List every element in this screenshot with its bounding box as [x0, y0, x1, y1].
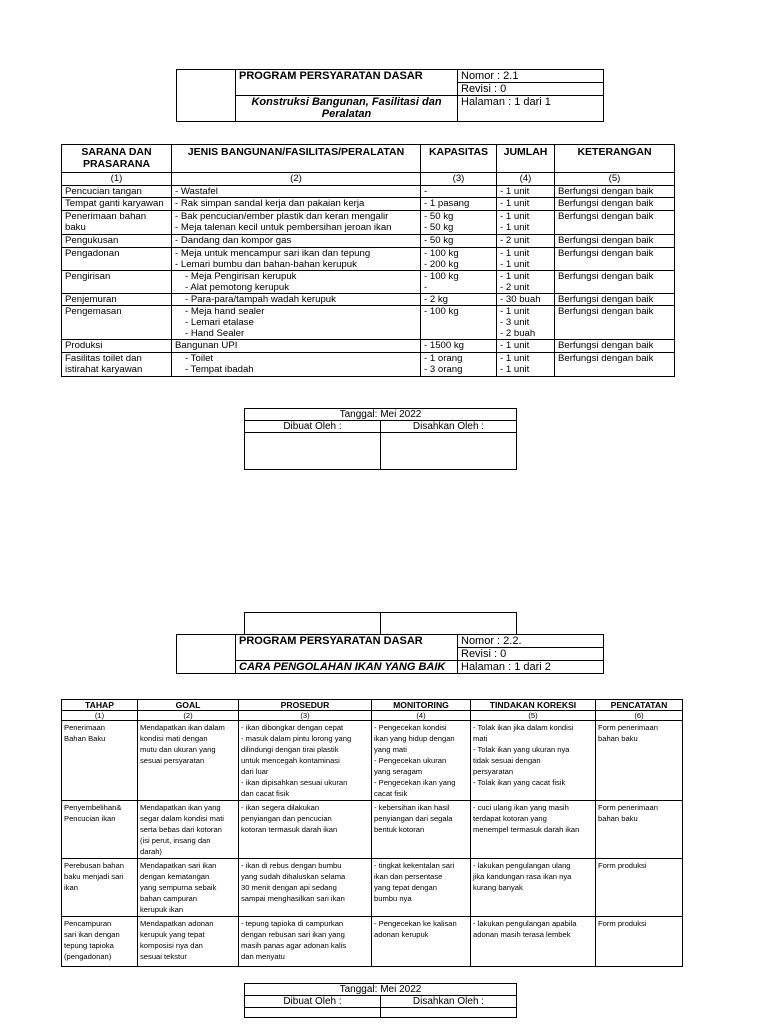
- table-header-row: [62, 700, 683, 711]
- cell-jenis: [172, 247, 421, 270]
- doc-title: PROGRAM PERSYARATAN DASAR: [236, 70, 458, 96]
- cell-jumlah-line: - 1 unit: [500, 210, 530, 222]
- cell-kapasitas-line: -: [424, 185, 428, 197]
- col-header-goal: GOAL: [138, 700, 239, 711]
- doc2-header: [176, 634, 604, 674]
- col-header-tahap: TAHAP: [62, 700, 138, 711]
- facilities-table: [61, 144, 675, 377]
- cell-monitoring-line: yang seragam: [374, 767, 423, 777]
- cell-goal-line: serta bebas dari kotoran: [140, 825, 222, 835]
- cell-pencatatan-line: bahan baku: [598, 734, 638, 744]
- cell-prosedur: [239, 917, 372, 967]
- cell-jenis-line: - Rak simpan sandal kerja dan pakaian kerja: [175, 198, 365, 210]
- col-header-jumlah: JUMLAH: [497, 145, 555, 173]
- cell-keterangan: Berfungsi dengan baik: [555, 293, 675, 306]
- cell-jenis-line: - Para-para/tampah wadah kerupuk: [185, 293, 336, 305]
- doc-page: Halaman : 1 dari 2: [458, 661, 604, 674]
- cell-goal-line: dengan kematangan: [140, 872, 210, 882]
- cell-koreksi-line: - cuci ulang ikan yang masih: [473, 803, 569, 813]
- table-row: [62, 801, 683, 859]
- cell-monitoring: [372, 721, 471, 801]
- cell-tahap-line: sari ikan dengan: [64, 930, 120, 940]
- table-row: [62, 234, 675, 247]
- cell-jenis: [172, 352, 421, 376]
- empty-cell: [245, 613, 381, 635]
- cell-keterangan: Berfungsi dengan baik: [555, 340, 675, 353]
- cell-jumlah-line: - 1 unit: [500, 306, 530, 318]
- cell-kapasitas: [421, 210, 497, 234]
- cell-prosedur: [239, 721, 372, 801]
- doc-number: Nomor : 2.2.: [458, 635, 604, 648]
- cell-tahap-line: Penerimaan: [64, 723, 105, 733]
- col-number: (3): [239, 711, 372, 721]
- cell-tahap: [62, 721, 138, 801]
- cell-jenis-line: - Bak pencucian/ember plastik dan keran mengalir: [175, 210, 389, 222]
- cell-koreksi-line: terdapat kotoran yang: [473, 814, 547, 824]
- col-number: (3): [421, 173, 497, 186]
- cell-goal: [138, 859, 239, 917]
- cell-jenis-line: - Meja talenan kecil untuk pembersihan jeroan ikan: [175, 221, 392, 233]
- cell-koreksi-line: - Tolak ikan jika dalam kondisi: [473, 723, 574, 733]
- cell-prosedur: [239, 801, 372, 859]
- cell-kapasitas: [421, 185, 497, 198]
- cell-goal-line: Mendapatkan sari ikan: [140, 861, 217, 871]
- cell-jumlah: [497, 185, 555, 198]
- cell-monitoring-line: - tingkat kekentalan sari: [374, 861, 455, 871]
- cell-goal: [138, 721, 239, 801]
- cell-jenis-line: - Hand Sealer: [185, 328, 245, 340]
- cell-jumlah-line: - 30 buah: [500, 293, 541, 305]
- cell-kapasitas-line: -: [424, 281, 428, 293]
- cell-monitoring: [372, 801, 471, 859]
- empty-box: [244, 612, 517, 635]
- cell-keterangan: Berfungsi dengan baik: [555, 210, 675, 234]
- cell-jumlah-line: - 1 unit: [500, 270, 530, 282]
- cell-jenis-line: - Lemari etalase: [185, 317, 254, 329]
- col-number: (6): [596, 711, 683, 721]
- table-header-row: [62, 145, 675, 173]
- cell-kapasitas-line: - 100 kg: [424, 306, 459, 318]
- empty-cell: [381, 613, 517, 635]
- cell-goal-line: darah): [140, 847, 162, 857]
- table-row: [62, 247, 675, 270]
- sign-created-by: Dibuat Oleh :: [245, 421, 381, 433]
- col-number: (1): [62, 173, 172, 186]
- cell-prosedur-line: penyiangan dan pencucian: [241, 814, 332, 824]
- cell-jumlah-line: - 1 unit: [500, 198, 530, 210]
- cell-prosedur-line: untuk mencegah kontaminasi: [241, 756, 340, 766]
- cell-kapasitas: [421, 340, 497, 353]
- doc-page: Halaman : 1 dari 1: [458, 96, 604, 122]
- cell-goal: [138, 917, 239, 967]
- cell-kapasitas: [421, 270, 497, 293]
- cell-jumlah-line: - 2 buah: [500, 328, 536, 340]
- cell-prosedur-line: kotoran termasuk darah ikan: [241, 825, 338, 835]
- cell-keterangan: Berfungsi dengan baik: [555, 185, 675, 198]
- cell-prosedur-line: masih panas agar adonan kalis: [241, 941, 347, 951]
- cell-goal-line: komposisi nya dan: [140, 941, 203, 951]
- cell-jenis-line: - Meja untuk mencampur sari ikan dan tepung: [175, 247, 371, 259]
- cell-jenis-line: - Meja Pengirisan kerupuk: [185, 270, 297, 282]
- cell-kapasitas: [421, 293, 497, 306]
- table-row: [62, 859, 683, 917]
- cell-goal-line: kerupuk yang tepat: [140, 930, 205, 940]
- cell-jumlah-line: - 2 unit: [500, 281, 530, 293]
- cell-monitoring-line: ikan dan persentase: [374, 872, 443, 882]
- cell-goal-line: Mendapatkan adonan: [140, 919, 214, 929]
- cell-koreksi: [471, 917, 596, 967]
- cell-kapasitas-line: - 50 kg: [424, 210, 454, 222]
- cell-kapasitas-line: - 1 orang: [424, 352, 463, 364]
- cell-goal: [138, 801, 239, 859]
- cell-jumlah: [497, 198, 555, 211]
- cell-goal-line: Mendapatkan ikan yang: [140, 803, 221, 813]
- table-row: [62, 306, 675, 340]
- cell-kapasitas-line: - 3 orang: [424, 363, 463, 375]
- cell-koreksi: [471, 859, 596, 917]
- cell-monitoring-line: ikan yang hidup dengan: [374, 734, 455, 744]
- cell-tahap-line: (pengadonan): [64, 952, 112, 962]
- cell-jumlah-line: - 1 unit: [500, 247, 530, 259]
- cell-pencatatan-line: Form produksi: [598, 919, 647, 929]
- cell-jenis-line: - Alat pemotong kerupuk: [185, 281, 289, 293]
- cell-sarana: Penjemuran: [62, 293, 172, 306]
- cell-prosedur-line: - masuk dalam pintu lorong yang: [241, 734, 352, 744]
- cell-jenis: [172, 340, 421, 353]
- cell-koreksi: [471, 801, 596, 859]
- cell-jumlah: [497, 247, 555, 270]
- cell-jumlah: [497, 306, 555, 340]
- cell-tahap-line: Penyembelihan&: [64, 803, 122, 813]
- cell-monitoring-line: adonan kerupuk: [374, 930, 429, 940]
- cell-prosedur-line: - ikan di rebus dengan bumbu: [241, 861, 342, 871]
- cell-jumlah-line: - 3 unit: [500, 317, 530, 329]
- cell-tahap-line: Pencucian ikan: [64, 814, 116, 824]
- cell-sarana: Pencucian tangan: [62, 185, 172, 198]
- cell-goal-line: Mendapatkan ikan dalam: [140, 723, 225, 733]
- cell-jumlah-line: - 1 unit: [500, 221, 530, 233]
- cell-sarana: Fasilitas toilet dan istirahat karyawan: [62, 352, 172, 376]
- table-row: [62, 293, 675, 306]
- cell-koreksi-line: adonan masih terasa lembek: [473, 930, 571, 940]
- cell-jenis-line: Bangunan UPI: [175, 340, 238, 352]
- process-table-body: [62, 721, 683, 967]
- cell-sarana: Penerimaan bahan baku: [62, 210, 172, 234]
- cell-pencatatan-line: bahan baku: [598, 814, 638, 824]
- cell-koreksi-line: mati: [473, 734, 488, 744]
- cell-monitoring: [372, 859, 471, 917]
- logo-box: [177, 635, 236, 674]
- cell-jenis: [172, 270, 421, 293]
- table-row: [62, 198, 675, 211]
- cell-keterangan: Berfungsi dengan baik: [555, 352, 675, 376]
- cell-monitoring-line: bumbu nya: [374, 894, 412, 904]
- sign-approved-space: [381, 433, 517, 470]
- cell-tahap-line: Perebusan bahan: [64, 861, 124, 871]
- cell-goal-line: (isi perut, insang dan: [140, 836, 211, 846]
- col-header-prosedur: PROSEDUR: [239, 700, 372, 711]
- doc-number: Nomor : 2.1: [458, 70, 604, 83]
- cell-kapasitas-line: - 200 kg: [424, 258, 459, 270]
- cell-kapasitas: [421, 247, 497, 270]
- cell-jumlah-line: - 2 unit: [500, 234, 530, 246]
- cell-pencatatan-line: Form penerimaan: [598, 723, 658, 733]
- cell-tahap-line: tepung tapioka: [64, 941, 114, 951]
- cell-keterangan: Berfungsi dengan baik: [555, 270, 675, 293]
- cell-prosedur-line: dari luar: [241, 767, 269, 777]
- col-number: (1): [62, 711, 138, 721]
- cell-jumlah-line: - 1 unit: [500, 363, 530, 375]
- sign-approved-space: [381, 1008, 517, 1018]
- cell-monitoring-line: - Pengecekan kondisi: [374, 723, 447, 733]
- cell-kapasitas-line: - 100 kg: [424, 247, 459, 259]
- cell-jenis: [172, 198, 421, 211]
- col-header-jenis: JENIS BANGUNAN/FASILITAS/PERALATAN: [172, 145, 421, 173]
- col-header-kapasitas: KAPASITAS: [421, 145, 497, 173]
- cell-jenis: [172, 234, 421, 247]
- cell-pencatatan: [596, 721, 683, 801]
- cell-prosedur-line: 30 menit dengan api sedang: [241, 883, 337, 893]
- cell-keterangan: Berfungsi dengan baik: [555, 198, 675, 211]
- table-row: [62, 917, 683, 967]
- cell-monitoring-line: - Pengecekan ikan yang: [374, 778, 456, 788]
- table-row: [62, 210, 675, 234]
- cell-kapasitas: [421, 198, 497, 211]
- table-row: [62, 352, 675, 376]
- cell-pencatatan-line: Form penerimaan: [598, 803, 658, 813]
- table-row: [62, 185, 675, 198]
- cell-goal-line: sesuai tekstur: [140, 952, 187, 962]
- doc2-signature-box: [244, 983, 517, 1018]
- sign-date: Tanggal: Mei 2022: [245, 409, 517, 421]
- cell-monitoring-line: penyiangan dari segala: [374, 814, 453, 824]
- cell-jenis-line: - Tempat ibadah: [185, 363, 254, 375]
- cell-tahap: [62, 917, 138, 967]
- cell-pencatatan: [596, 801, 683, 859]
- cell-koreksi-line: jika kandungan rasa ikan nya: [473, 872, 572, 882]
- cell-goal-line: kondisi mati dengan: [140, 734, 208, 744]
- cell-jenis-line: - Dandang dan kompor gas: [175, 234, 292, 246]
- logo-box: [177, 70, 236, 122]
- cell-jumlah: [497, 270, 555, 293]
- cell-jenis: [172, 185, 421, 198]
- sign-created-space: [245, 433, 381, 470]
- cell-monitoring-line: - Pengecekan ukuran: [374, 756, 447, 766]
- cell-monitoring-line: cacat fisik: [374, 789, 408, 799]
- cell-prosedur-line: sampai menghasilkan sari ikan: [241, 894, 345, 904]
- cell-jenis-line: - Toilet: [185, 352, 214, 364]
- doc-subtitle: Konstruksi Bangunan, Fasilitasi dan Peralatan: [236, 96, 458, 122]
- cell-keterangan: Berfungsi dengan baik: [555, 306, 675, 340]
- cell-koreksi-line: persyaratan: [473, 767, 514, 777]
- cell-kapasitas: [421, 352, 497, 376]
- col-number: (2): [172, 173, 421, 186]
- cell-kapasitas: [421, 306, 497, 340]
- cell-keterangan: Berfungsi dengan baik: [555, 247, 675, 270]
- cell-jumlah: [497, 340, 555, 353]
- cell-kapasitas-line: - 1500 kg: [424, 340, 465, 352]
- col-header-keterangan: KETERANGAN: [555, 145, 675, 173]
- column-number-row: [62, 711, 683, 721]
- col-number: (4): [497, 173, 555, 186]
- doc-title: PROGRAM PERSYARATAN DASAR: [236, 635, 458, 661]
- cell-sarana: Pengukusan: [62, 234, 172, 247]
- cell-kapasitas: [421, 234, 497, 247]
- sign-approved-by: Disahkan Oleh :: [381, 421, 517, 433]
- cell-koreksi: [471, 721, 596, 801]
- cell-prosedur: [239, 859, 372, 917]
- cell-jumlah: [497, 293, 555, 306]
- cell-goal-line: mutu dan ukuran yang: [140, 745, 216, 755]
- facilities-table-body: [62, 185, 675, 376]
- cell-monitoring: [372, 917, 471, 967]
- cell-sarana: Tempat ganti karyawan: [62, 198, 172, 211]
- cell-kapasitas-line: - 1 pasang: [424, 198, 470, 210]
- doc-revision: Revisi : 0: [458, 83, 604, 96]
- cell-jenis: [172, 293, 421, 306]
- col-number: (2): [138, 711, 239, 721]
- doc-subtitle: CARA PENGOLAHAN IKAN YANG BAIK: [236, 661, 458, 674]
- cell-koreksi-line: menempel termasuk darah ikan: [473, 825, 580, 835]
- cell-pencatatan-line: Form produksi: [598, 861, 647, 871]
- cell-keterangan: Berfungsi dengan baik: [555, 234, 675, 247]
- cell-goal-line: sesuai persyaratan: [140, 756, 205, 766]
- sign-date: Tanggal: Mei 2022: [245, 984, 517, 996]
- cell-koreksi-line: - lakukan pengulangan apabila: [473, 919, 577, 929]
- col-header-monitoring: MONITORING: [372, 700, 471, 711]
- cell-prosedur-line: dan menyatu: [241, 952, 285, 962]
- cell-prosedur-line: dan cacat fisik: [241, 789, 290, 799]
- cell-jumlah-line: - 1 unit: [500, 340, 530, 352]
- cell-goal-line: yang sempurna sebaik: [140, 883, 217, 893]
- col-header-koreksi: TINDAKAN KOREKSI: [471, 700, 596, 711]
- cell-koreksi-line: - lakukan pengulangan ulang: [473, 861, 571, 871]
- cell-tahap: [62, 859, 138, 917]
- cell-goal-line: segar dalam kondisi mati: [140, 814, 224, 824]
- col-header-pencatatan: PENCATATAN: [596, 700, 683, 711]
- cell-jenis-line: - Lemari bumbu dan bahan-bahan kerupuk: [175, 258, 357, 270]
- doc1-header: [176, 69, 604, 122]
- doc-revision: Revisi : 0: [458, 648, 604, 661]
- cell-jumlah: [497, 352, 555, 376]
- process-table: [61, 699, 683, 967]
- col-number: (4): [372, 711, 471, 721]
- cell-kapasitas-line: - 50 kg: [424, 221, 454, 233]
- cell-tahap-line: Bahan Baku: [64, 734, 106, 744]
- sign-approved-by: Disahkan Oleh :: [381, 996, 517, 1008]
- cell-monitoring-line: yang tepat dengan: [374, 883, 437, 893]
- cell-pencatatan: [596, 859, 683, 917]
- cell-kapasitas-line: - 100 kg: [424, 270, 459, 282]
- cell-prosedur-line: - tepung tapioka di campurkan: [241, 919, 344, 929]
- col-number: (5): [555, 173, 675, 186]
- cell-prosedur-line: - ikan dibongkar dengan cepat: [241, 723, 344, 733]
- cell-jumlah-line: - 1 unit: [500, 185, 530, 197]
- col-header-sarana: SARANA DAN PRASARANA: [62, 145, 172, 173]
- cell-sarana: Pengirisan: [62, 270, 172, 293]
- table-row: [62, 340, 675, 353]
- cell-pencatatan: [596, 917, 683, 967]
- cell-jenis: [172, 306, 421, 340]
- cell-jenis-line: - Meja hand sealer: [185, 306, 265, 318]
- cell-monitoring-line: - Pengecekan ke kalisan: [374, 919, 457, 929]
- col-number: (5): [471, 711, 596, 721]
- cell-monitoring-line: yang mati: [374, 745, 407, 755]
- cell-monitoring-line: bentuk kotoran: [374, 825, 425, 835]
- cell-prosedur-line: yang sudah dihaluskan selama: [241, 872, 346, 882]
- cell-tahap: [62, 801, 138, 859]
- cell-sarana: Pengadonan: [62, 247, 172, 270]
- table-row: [62, 721, 683, 801]
- cell-prosedur-line: dilindungi dengan tirai plastik: [241, 745, 339, 755]
- cell-goal-line: bahan campuran: [140, 894, 197, 904]
- cell-koreksi-line: - Tolak ikan yang cacat fisik: [473, 778, 566, 788]
- cell-goal-line: kerupuk ikan: [140, 905, 184, 915]
- cell-prosedur-line: - ikan segera dilakukan: [241, 803, 320, 813]
- cell-kapasitas-line: - 50 kg: [424, 234, 454, 246]
- cell-jenis: [172, 210, 421, 234]
- cell-prosedur-line: - ikan dipisahkan sesuai ukuran: [241, 778, 348, 788]
- cell-prosedur-line: dengan rebusan sari ikan yang: [241, 930, 345, 940]
- cell-tahap-line: ikan: [64, 883, 78, 893]
- cell-koreksi-line: tidak sesuai dengan: [473, 756, 541, 766]
- cell-jenis-line: - Wastafel: [175, 185, 218, 197]
- cell-kapasitas-line: - 2 kg: [424, 293, 448, 305]
- cell-monitoring-line: - kebersihan ikan hasil: [374, 803, 450, 813]
- sign-created-space: [245, 1008, 381, 1018]
- cell-sarana: Pengemasan: [62, 306, 172, 340]
- cell-jumlah-line: - 1 unit: [500, 352, 530, 364]
- table-row: [62, 270, 675, 293]
- cell-sarana: Produksi: [62, 340, 172, 353]
- cell-jumlah: [497, 210, 555, 234]
- doc1-signature-box: [244, 408, 517, 470]
- cell-tahap-line: baku menjadi sari: [64, 872, 124, 882]
- cell-jumlah-line: - 1 unit: [500, 258, 530, 270]
- column-number-row: [62, 173, 675, 186]
- cell-jumlah: [497, 234, 555, 247]
- cell-koreksi-line: kurang banyak: [473, 883, 523, 893]
- cell-tahap-line: Pencampuran: [64, 919, 112, 929]
- sign-created-by: Dibuat Oleh :: [245, 996, 381, 1008]
- cell-koreksi-line: - Tolak ikan yang ukuran nya: [473, 745, 570, 755]
